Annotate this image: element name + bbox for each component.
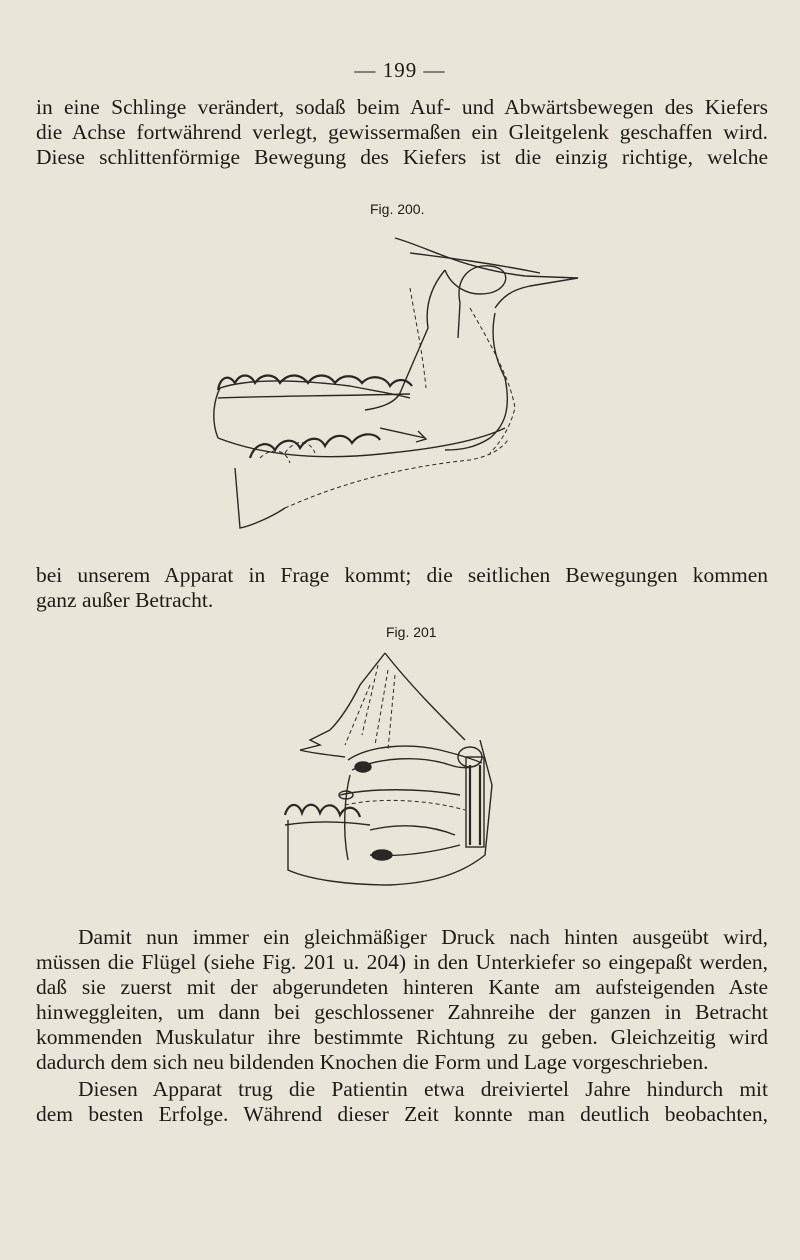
text-line: Diese schlittenförmige Bewegung des Kiefers ist die einzig richtige, welche <box>36 145 768 169</box>
text-line: ganz außer Betracht. <box>36 588 214 612</box>
lower-jaw-dashed <box>285 440 508 508</box>
paragraph-2 <box>36 563 768 613</box>
text-line: bei unserem Apparat in Frage kommt; die seitlichen Bewegungen kommen <box>36 563 768 587</box>
text-line: dadurch dem sich neu bildenden Knochen die Form und Lage vorgeschrieben. <box>36 1050 709 1074</box>
ramus-front <box>365 270 445 410</box>
figure-201-jaw-diagram <box>270 645 520 895</box>
upper-teeth-base <box>218 394 410 398</box>
text-line: hinweggleiten, um dann bei geschlossener Zahnreihe der ganzen in Betracht <box>36 1000 768 1024</box>
text-line: Damit nun immer ein gleichmäßiger Druck nach hinten ausgeübt wird, <box>78 925 768 949</box>
ramus-triangle <box>330 653 465 740</box>
right-bar-detail <box>470 765 480 845</box>
ramus-back <box>445 313 507 450</box>
text-line: die Achse fortwährend verlegt, gewissermaßen ein Gleitgelenk geschaffen wird. <box>36 120 768 144</box>
page-number: — 199 — <box>354 58 446 82</box>
paragraph-1 <box>36 95 768 170</box>
teeth-base <box>285 822 370 825</box>
condyle-outline <box>395 238 578 308</box>
teeth-row <box>285 805 360 817</box>
ramus-left <box>300 730 345 757</box>
upper-screw-head <box>355 762 371 772</box>
text-line: Diesen Apparat trug die Patientin etwa dreiviertel Jahre hindurch mit <box>78 1077 768 1101</box>
figure-200-label: Fig. 200. <box>370 201 425 217</box>
text-line: dem besten Erfolge. Während dieser Zeit konnte man deutlich beobachten, <box>36 1102 768 1126</box>
text-line: daß sie zuerst mit der abgerundeten hinteren Kante am aufsteigenden Aste <box>36 975 768 999</box>
mandible-base <box>218 428 505 457</box>
lower-teeth-row <box>250 434 380 458</box>
lower-teeth-arrow <box>380 428 426 442</box>
text-line: in eine Schlinge verändert, sodaß beim Auf- und Abwärtsbewegen des Kiefers <box>36 95 768 119</box>
paragraph-3 <box>36 925 768 1075</box>
right-bar <box>466 757 484 847</box>
text-line: kommenden Muskulatur ihre bestimmte Richtung zu geben. Gleichzeitig wird <box>36 1025 768 1049</box>
lower-wing <box>370 826 455 835</box>
condyle-line <box>410 253 540 273</box>
paragraph-4 <box>36 1077 768 1127</box>
chin-line <box>235 468 285 528</box>
middle-wire <box>340 790 460 795</box>
figure-200-jaw-diagram <box>190 228 590 538</box>
lower-jaw-outline <box>288 740 492 885</box>
inner-jaw <box>345 775 350 860</box>
figure-201-label: Fig. 201 <box>386 624 437 640</box>
middle-wire-dashed <box>345 800 465 810</box>
text-line: müssen die Flügel (siehe Fig. 201 u. 204) in den Unterkiefer so eingepaßt werden, <box>36 950 768 974</box>
ramus-hatching <box>345 665 395 750</box>
upper-wing <box>348 746 482 763</box>
coronoid-loop <box>445 266 506 338</box>
mandible-lower-border <box>214 381 410 438</box>
